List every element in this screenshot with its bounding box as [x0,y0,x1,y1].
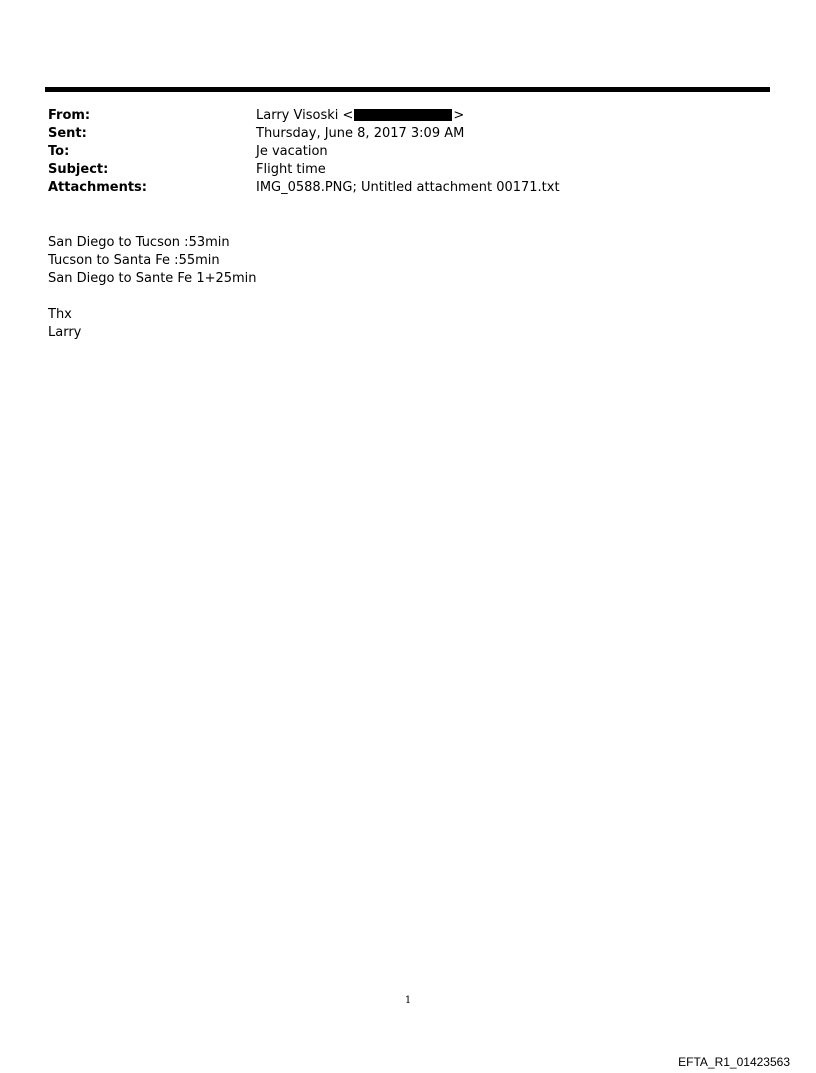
from-row [48,107,768,125]
signature: Larry [48,325,82,340]
sent-row [48,125,768,143]
sender-bracket: > [453,108,465,123]
email-header [48,107,768,197]
to-label: To: [48,144,70,159]
redacted-email [354,109,452,121]
attachments-label: Attachments: [48,180,147,195]
sender-name: Larry Visoski < [256,108,354,123]
sent-label: Sent: [48,126,87,141]
body-line: Tucson to Santa Fe :55min [48,253,220,268]
from-value [256,107,464,125]
attachments-row [48,179,768,197]
closing: Thx [48,307,72,322]
to-row [48,143,768,161]
email-body [48,234,257,342]
attachments-value: IMG_0588.PNG; Untitled attachment 00171.txt [256,180,560,195]
from-label: From: [48,108,91,123]
to-value: Je vacation [256,144,328,159]
body-line: San Diego to Sante Fe 1+25min [48,271,257,286]
subject-value: Flight time [256,162,326,177]
subject-label: Subject: [48,162,109,177]
spacer [48,288,257,306]
document-id: EFTA_R1_01423563 [678,1055,790,1069]
header-divider [45,87,770,92]
sent-value: Thursday, June 8, 2017 3:09 AM [256,126,465,141]
subject-row [48,161,768,179]
page-number: 1 [404,995,412,1006]
body-line: San Diego to Tucson :53min [48,235,230,250]
